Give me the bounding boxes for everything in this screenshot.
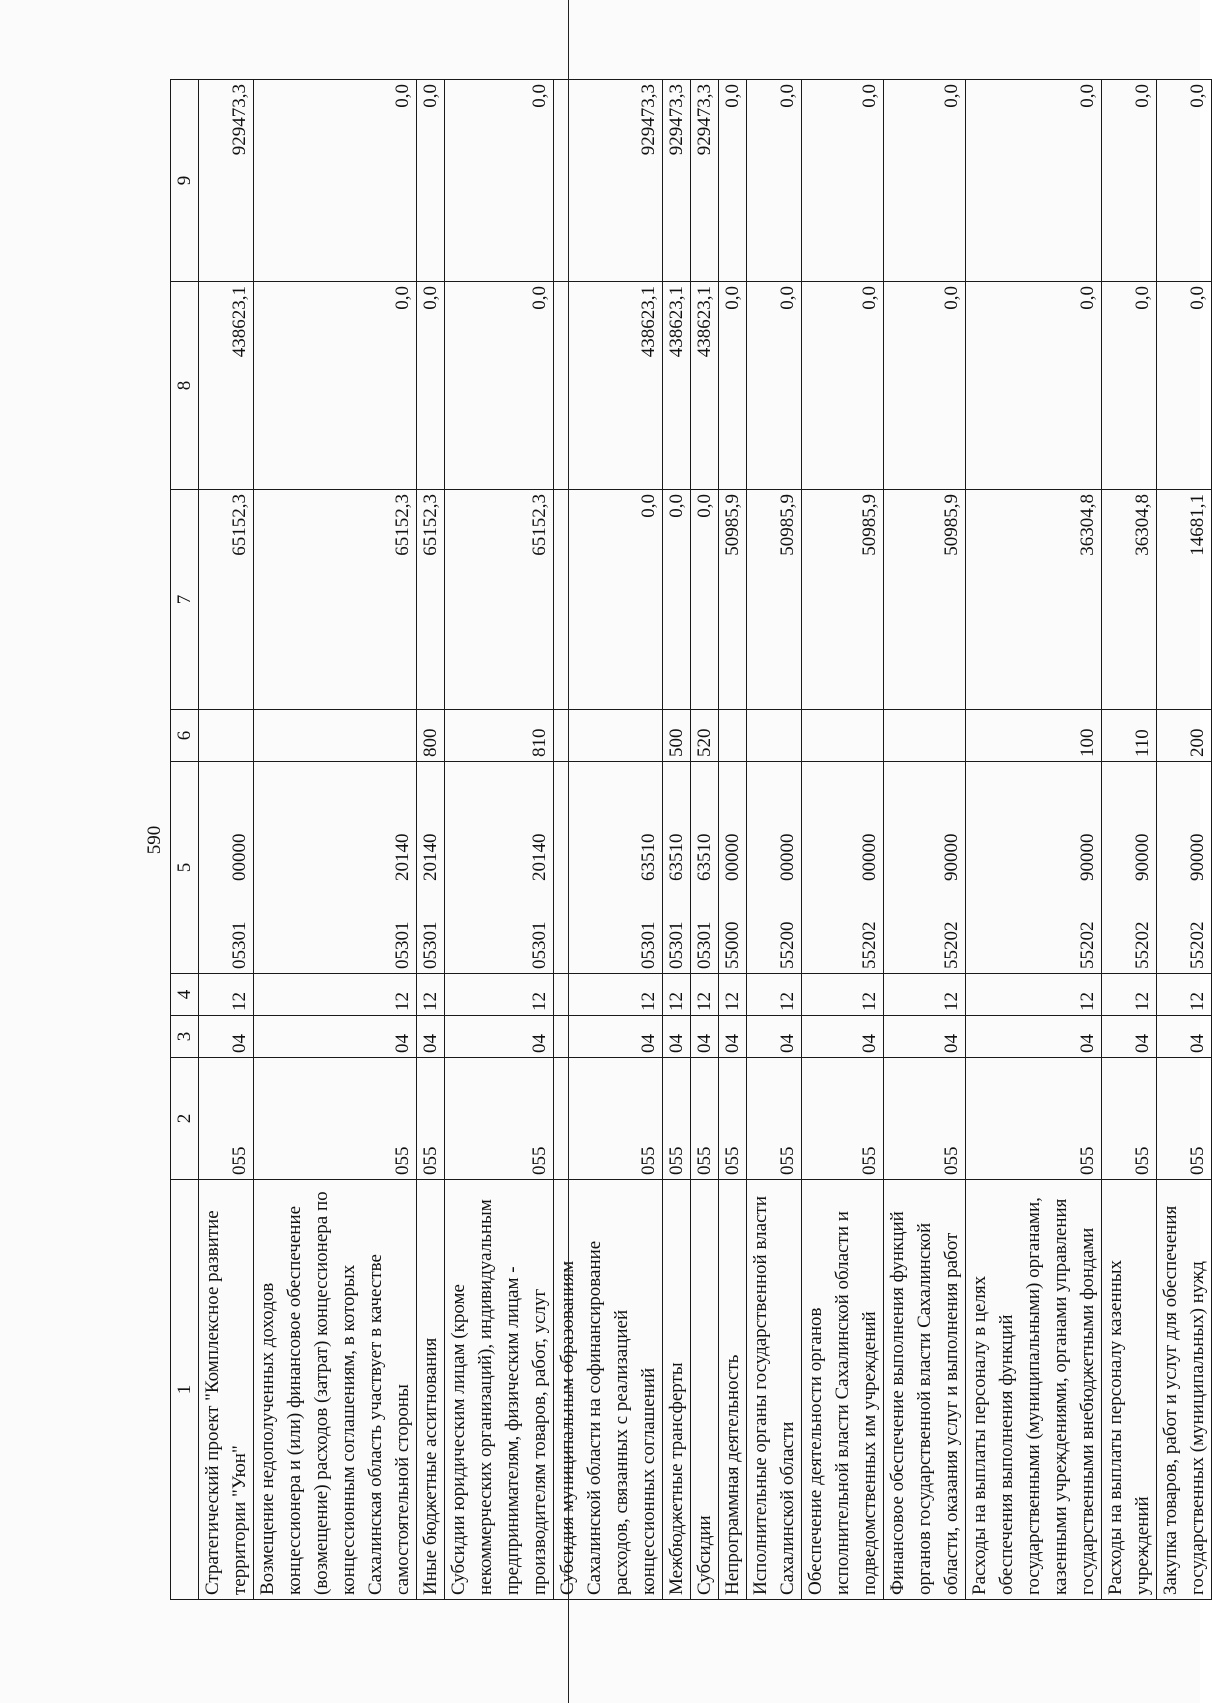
amount-col-9: 0,0	[884, 80, 966, 282]
row-description: Субсидии юридическим лицам (кроме некоммерческих организаций), индивидуальным предпринимателям, физическим лицам - производителям товаров, работ, услуг	[445, 1180, 554, 1600]
amount-col-7: 36304,8	[966, 490, 1102, 710]
subsection-code: 12	[1102, 974, 1157, 1016]
row-description: Субсидии	[691, 1180, 719, 1600]
expense-type-code	[719, 710, 747, 762]
expense-type-code: 800	[417, 710, 445, 762]
target-article-program: 05301	[666, 921, 687, 969]
target-article-code	[747, 762, 802, 974]
table-row	[884, 80, 966, 1600]
row-description: Исполнительные органы государственной власти Сахалинской области	[747, 1180, 802, 1600]
table-row	[254, 80, 417, 1600]
amount-col-9: 0,0	[417, 80, 445, 282]
row-description: Субсидия муниципальным образованиям Сахалинской области на софинансирование расходов, связанных с реализацией концессионных соглашений	[554, 1180, 663, 1600]
page-number: 590	[144, 825, 165, 855]
subsection-code: 12	[254, 974, 417, 1016]
amount-col-7: 0,0	[554, 490, 663, 710]
expense-type-code	[884, 710, 966, 762]
expense-type-code: 500	[663, 710, 691, 762]
amount-col-8: 0,0	[966, 282, 1102, 490]
target-article-program: 05301	[694, 921, 715, 969]
amount-col-8: 438623,1	[199, 282, 254, 490]
target-article-direction: 63510	[694, 833, 715, 881]
amount-col-8: 0,0	[417, 282, 445, 490]
column-header: 3	[171, 1016, 199, 1058]
section-code: 04	[1157, 1016, 1212, 1058]
target-article-direction: 63510	[638, 833, 659, 881]
table-row	[417, 80, 445, 1600]
target-article-program: 55202	[859, 921, 880, 969]
table-row	[966, 80, 1102, 1600]
ministry-code: 055	[966, 1058, 1102, 1180]
table-row	[199, 80, 254, 1600]
ministry-code: 055	[199, 1058, 254, 1180]
expense-type-code: 520	[691, 710, 719, 762]
ministry-code: 055	[417, 1058, 445, 1180]
expense-type-code	[747, 710, 802, 762]
amount-col-8: 0,0	[802, 282, 884, 490]
table-row	[1102, 80, 1157, 1600]
amount-col-8: 0,0	[445, 282, 554, 490]
target-article-code	[554, 762, 663, 974]
amount-col-7: 65152,3	[417, 490, 445, 710]
subsection-code: 12	[554, 974, 663, 1016]
row-description: Стратегический проект "Комплексное развитие территории "Уюн"	[199, 1180, 254, 1600]
row-description: Обеспечение деятельности органов исполнительной власти Сахалинской области и подведомственных им учреждений	[802, 1180, 884, 1600]
target-article-code	[254, 762, 417, 974]
section-code: 04	[1102, 1016, 1157, 1058]
amount-col-8: 0,0	[747, 282, 802, 490]
column-header: 6	[171, 710, 199, 762]
section-code: 04	[663, 1016, 691, 1058]
rotated-content	[140, 80, 1208, 1600]
section-code: 04	[691, 1016, 719, 1058]
section-code: 04	[884, 1016, 966, 1058]
amount-col-7: 36304,8	[1102, 490, 1157, 710]
target-article-code	[719, 762, 747, 974]
expense-type-code	[554, 710, 663, 762]
ministry-code: 055	[691, 1058, 719, 1180]
amount-col-9: 0,0	[747, 80, 802, 282]
amount-col-7: 50985,9	[747, 490, 802, 710]
target-article-program: 55200	[777, 921, 798, 969]
target-article-code	[417, 762, 445, 974]
subsection-code: 12	[691, 974, 719, 1016]
section-code: 04	[966, 1016, 1102, 1058]
target-article-program: 55202	[1187, 921, 1208, 969]
amount-col-7: 65152,3	[254, 490, 417, 710]
target-article-direction: 90000	[941, 833, 962, 881]
target-article-code	[691, 762, 719, 974]
section-code: 04	[445, 1016, 554, 1058]
expense-type-code	[199, 710, 254, 762]
amount-col-8: 0,0	[1157, 282, 1212, 490]
subsection-code: 12	[417, 974, 445, 1016]
ministry-code: 055	[554, 1058, 663, 1180]
amount-col-7: 50985,9	[802, 490, 884, 710]
target-article-direction: 00000	[777, 833, 798, 881]
ministry-code: 055	[1102, 1058, 1157, 1180]
target-article-program: 55202	[941, 921, 962, 969]
budget-table	[170, 79, 1212, 1600]
amount-col-9: 929473,3	[663, 80, 691, 282]
row-description: Возмещение недополученных доходов концессионера и (или) финансовое обеспечение (возмещение) расходов (затрат) концессионера по концессионным соглашениям, в которых Сахалинская область участвует в качестве самостоятельной стороны	[254, 1180, 417, 1600]
subsection-code: 12	[1157, 974, 1212, 1016]
amount-col-8: 0,0	[884, 282, 966, 490]
amount-col-9: 0,0	[1157, 80, 1212, 282]
amount-col-8: 0,0	[719, 282, 747, 490]
section-code: 04	[747, 1016, 802, 1058]
expense-type-code	[802, 710, 884, 762]
amount-col-7: 0,0	[663, 490, 691, 710]
section-code: 04	[802, 1016, 884, 1058]
subsection-code: 12	[802, 974, 884, 1016]
row-description: Иные бюджетные ассигнования	[417, 1180, 445, 1600]
target-article-direction: 20140	[529, 833, 550, 881]
column-header: 5	[171, 762, 199, 974]
target-article-code	[663, 762, 691, 974]
table-row	[719, 80, 747, 1600]
target-article-program: 05301	[392, 921, 413, 969]
amount-col-9: 0,0	[966, 80, 1102, 282]
subsection-code: 12	[663, 974, 691, 1016]
ministry-code: 055	[884, 1058, 966, 1180]
target-article-code	[199, 762, 254, 974]
row-description: Расходы на выплаты персоналу казенных учреждений	[1102, 1180, 1157, 1600]
table-row	[445, 80, 554, 1600]
row-description: Финансовое обеспечение выполнения функций органов государственной власти Сахалинской области, оказания услуг и выполнения работ	[884, 1180, 966, 1600]
amount-col-9: 0,0	[1102, 80, 1157, 282]
subsection-code: 12	[747, 974, 802, 1016]
target-article-direction: 63510	[666, 833, 687, 881]
column-header: 9	[171, 80, 199, 282]
target-article-code	[802, 762, 884, 974]
target-article-direction: 20140	[392, 833, 413, 881]
amount-col-9: 0,0	[254, 80, 417, 282]
target-article-code	[1157, 762, 1212, 974]
target-article-direction: 00000	[722, 833, 743, 881]
section-code: 04	[417, 1016, 445, 1058]
amount-col-8: 438623,1	[663, 282, 691, 490]
target-article-direction: 00000	[229, 833, 250, 881]
expense-type-code	[254, 710, 417, 762]
amount-col-7: 14681,1	[1157, 490, 1212, 710]
target-article-code	[1102, 762, 1157, 974]
target-article-direction: 90000	[1077, 833, 1098, 881]
ministry-code: 055	[1157, 1058, 1212, 1180]
amount-col-9: 0,0	[802, 80, 884, 282]
amount-col-8: 0,0	[254, 282, 417, 490]
target-article-direction: 90000	[1187, 833, 1208, 881]
expense-type-code: 200	[1157, 710, 1212, 762]
row-description: Непрограммная деятельность	[719, 1180, 747, 1600]
target-article-direction: 90000	[1132, 833, 1153, 881]
expense-type-code: 810	[445, 710, 554, 762]
table-row	[1157, 80, 1212, 1600]
target-article-program: 05301	[529, 921, 550, 969]
amount-col-9: 929473,3	[691, 80, 719, 282]
amount-col-8: 438623,1	[554, 282, 663, 490]
amount-col-9: 929473,3	[554, 80, 663, 282]
amount-col-7: 0,0	[691, 490, 719, 710]
table-row	[691, 80, 719, 1600]
subsection-code: 12	[445, 974, 554, 1016]
target-article-program: 05301	[420, 921, 441, 969]
target-article-code	[884, 762, 966, 974]
amount-col-7: 50985,9	[884, 490, 966, 710]
amount-col-8: 0,0	[1102, 282, 1157, 490]
amount-col-7: 65152,3	[445, 490, 554, 710]
section-code: 04	[719, 1016, 747, 1058]
target-article-code	[445, 762, 554, 974]
ministry-code: 055	[802, 1058, 884, 1180]
subsection-code: 12	[966, 974, 1102, 1016]
table-row	[747, 80, 802, 1600]
column-header: 8	[171, 282, 199, 490]
target-article-direction: 20140	[420, 833, 441, 881]
target-article-program: 55202	[1132, 921, 1153, 969]
ministry-code: 055	[719, 1058, 747, 1180]
ministry-code: 055	[445, 1058, 554, 1180]
ministry-code: 055	[747, 1058, 802, 1180]
target-article-program: 05301	[229, 921, 250, 969]
row-description: Закупка товаров, работ и услуг для обеспечения государственных (муниципальных) нужд	[1157, 1180, 1212, 1600]
row-description: Межбюджетные трансферты	[663, 1180, 691, 1600]
column-header: 2	[171, 1058, 199, 1180]
column-header: 4	[171, 974, 199, 1016]
table-row	[802, 80, 884, 1600]
row-description: Расходы на выплаты персоналу в целях обеспечения выполнения функций государственными (муниципальными) органами, казенными учреждениями, органами управления государственными внебюджетными фондами	[966, 1180, 1102, 1600]
amount-col-9: 0,0	[445, 80, 554, 282]
table-row	[554, 80, 663, 1600]
subsection-code: 12	[884, 974, 966, 1016]
ministry-code: 055	[663, 1058, 691, 1180]
ministry-code: 055	[254, 1058, 417, 1180]
section-code: 04	[554, 1016, 663, 1058]
target-article-program: 55202	[1077, 921, 1098, 969]
amount-col-7: 65152,3	[199, 490, 254, 710]
amount-col-8: 438623,1	[691, 282, 719, 490]
expense-type-code: 110	[1102, 710, 1157, 762]
section-code: 04	[254, 1016, 417, 1058]
amount-col-7: 50985,9	[719, 490, 747, 710]
subsection-code: 12	[719, 974, 747, 1016]
expense-type-code: 100	[966, 710, 1102, 762]
target-article-program: 55000	[722, 921, 743, 969]
scan-artifact-line	[568, 0, 569, 1703]
subsection-code: 12	[199, 974, 254, 1016]
table-row	[663, 80, 691, 1600]
target-article-code	[966, 762, 1102, 974]
header-row	[171, 80, 199, 1600]
target-article-direction: 00000	[859, 833, 880, 881]
target-article-program: 05301	[638, 921, 659, 969]
section-code: 04	[199, 1016, 254, 1058]
amount-col-9: 0,0	[719, 80, 747, 282]
column-header: 7	[171, 490, 199, 710]
amount-col-9: 929473,3	[199, 80, 254, 282]
column-header: 1	[171, 1180, 199, 1600]
